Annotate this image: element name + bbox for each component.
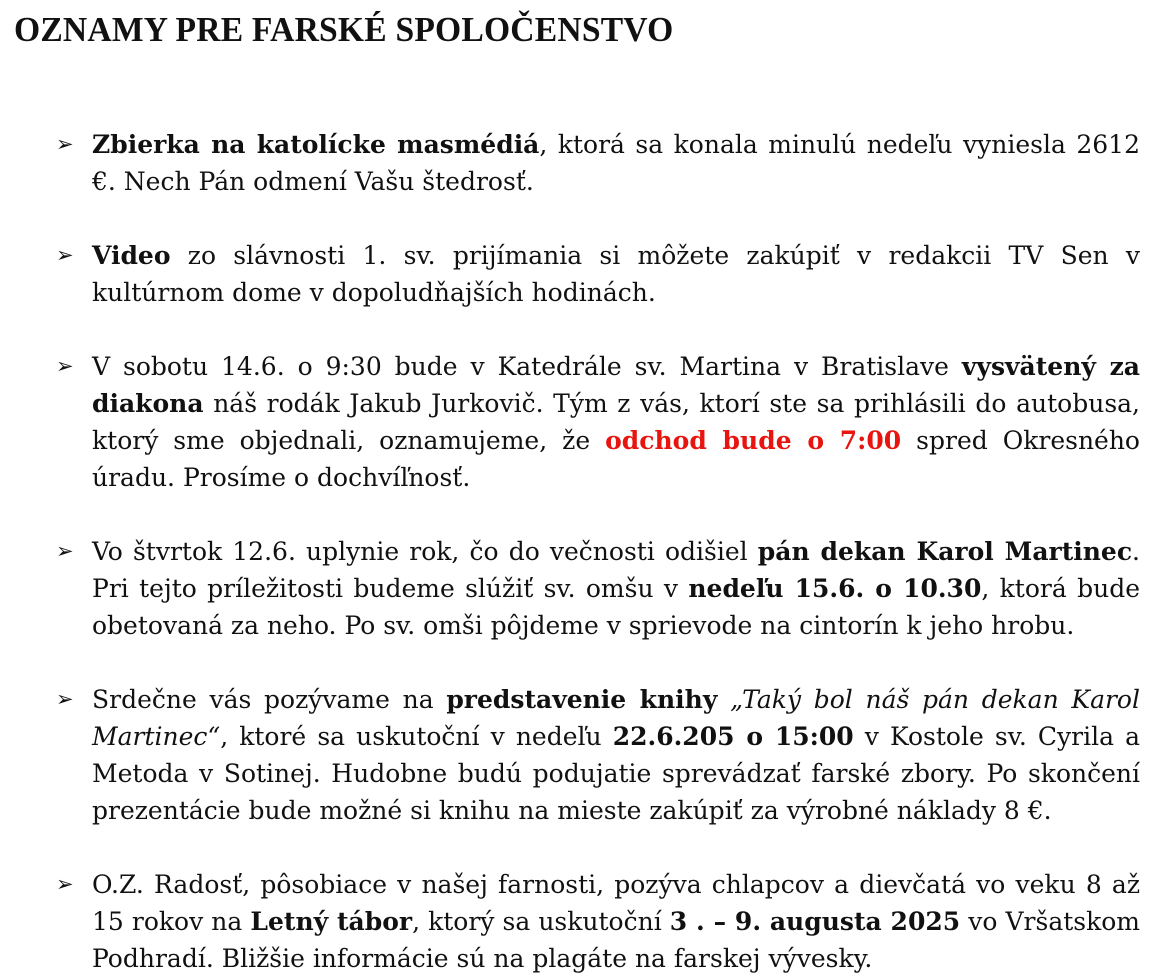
text-segment: Letný tábor bbox=[250, 907, 413, 936]
announcement-list bbox=[56, 126, 1140, 977]
book-title: „Taký bol náš pán dekan Karol Martinec“ bbox=[92, 685, 1140, 751]
text-segment: Zbierka na katolícke masmédiá bbox=[92, 130, 540, 159]
announcement-text bbox=[92, 866, 1140, 977]
text-segment: , ktorá bude obetovaná za neho. Po sv. omši pôjdeme v sprievode na cintorín k jeho hrobu. bbox=[92, 574, 1140, 640]
text-segment: , ktorý sa uskutoční bbox=[412, 907, 670, 936]
text-segment: nedeľu 15.6. o 10.30 bbox=[688, 574, 982, 603]
text-segment: spred Okresného úradu. Prosíme o dochvíľnosť. bbox=[92, 426, 1140, 492]
text-segment: vo Vršatskom Podhradí. Bližšie informácie sú na plagáte na farskej vývesky. bbox=[92, 907, 1141, 973]
text-segment: vysvätený za diakona bbox=[92, 352, 1140, 418]
text-segment: Srdečne vás pozývame na bbox=[92, 685, 447, 714]
text-segment: 3 . – 9. augusta 2025 bbox=[669, 907, 961, 936]
announcement-item bbox=[56, 866, 1140, 977]
text-segment: predstavenie knihy bbox=[446, 685, 718, 714]
announcement-text bbox=[92, 348, 1140, 496]
announcement-text bbox=[92, 533, 1140, 644]
text-segment: 22.6.205 o 15:00 bbox=[612, 722, 854, 751]
text-segment: O.Z. Radosť, pôsobiace v našej farnosti, pozýva chlapcov a dievčatá vo veku 8 až 15 rokov na bbox=[92, 870, 1140, 936]
text-segment: pán dekan Karol Martinec bbox=[757, 537, 1133, 566]
announcement-text bbox=[92, 681, 1140, 829]
announcement-item bbox=[56, 126, 1140, 200]
text-segment: , ktoré sa uskutoční v nedeľu bbox=[220, 722, 613, 751]
text-segment: . Pri tejto príležitosti budeme slúžiť sv. omšu v bbox=[92, 537, 1140, 603]
bullet-arrow-icon: ➢ bbox=[56, 354, 74, 378]
page-title: OZNAMY PRE FARSKÉ SPOLOČENSTVO bbox=[14, 10, 674, 49]
bullet-arrow-icon: ➢ bbox=[56, 539, 74, 563]
highlight-departure-time: odchod bude o 7:00 bbox=[605, 426, 902, 455]
text-segment: Video bbox=[92, 241, 171, 270]
announcement-item bbox=[56, 237, 1140, 311]
text-segment: V sobotu 14.6. o 9:30 bude v Katedrále sv. Martina v Bratislave bbox=[92, 352, 962, 381]
bullet-arrow-icon: ➢ bbox=[56, 132, 74, 156]
announcement-item bbox=[56, 348, 1140, 496]
text-segment: , ktorá sa konala minulú nedeľu vyniesla 2612 €. Nech Pán odmení Vašu štedrosť. bbox=[92, 130, 1140, 196]
text-segment: Vo štvrtok 12.6. uplynie rok, čo do večnosti odišiel bbox=[92, 537, 758, 566]
bullet-arrow-icon: ➢ bbox=[56, 243, 74, 267]
text-segment: náš rodák Jakub Jurkovič. Tým z vás, ktorí ste sa prihlásili do autobusa, ktorý sme objednali, oznamujeme, že bbox=[92, 389, 1140, 455]
text-segment: zo slávnosti 1. sv. prijímania si môžete zakúpiť v redakcii TV Sen v kultúrnom dome v dopoludňajších hodinách. bbox=[92, 241, 1140, 307]
announcement-text bbox=[92, 126, 1140, 200]
text-segment bbox=[717, 685, 730, 714]
announcement-item bbox=[56, 681, 1140, 829]
bullet-arrow-icon: ➢ bbox=[56, 687, 74, 711]
announcement-item bbox=[56, 533, 1140, 644]
bullet-arrow-icon: ➢ bbox=[56, 872, 74, 896]
text-segment: v Kostole sv. Cyrila a Metoda v Sotinej. Hudobne budú podujatie sprevádzať farské zbory. Po skončení prezentácie bude možné si knihu na mieste zakúpiť za výrobné náklady 8 €. bbox=[92, 722, 1140, 825]
announcement-text bbox=[92, 237, 1140, 311]
